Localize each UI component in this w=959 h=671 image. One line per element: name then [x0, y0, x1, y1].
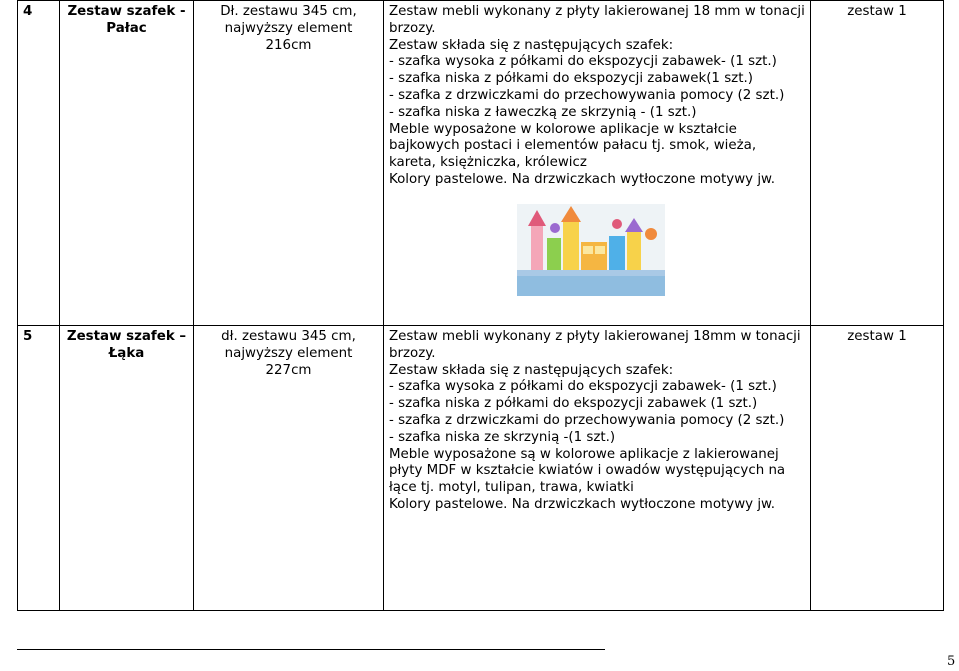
description-line: - szafka z drzwiczkami do przechowywania pomocy (2 szt.) [389, 412, 785, 428]
description-line: Meble wyposażone w kolorowe aplikacje w kształcie bajkowych postaci i elementów pałacu tj. smok, wieża, kareta, księżniczka, królewicz [389, 121, 757, 171]
description-line: Meble wyposażone są w kolorowe aplikacje z lakierowanej płyty MDF w kształcie kwiatów i owadów występujących na łące tj. motyl, tulipan, trawa, kwiatki [389, 446, 786, 496]
description-line: Zestaw mebli wykonany z płyty lakierowanej 18 mm w tonacji brzozy. [389, 4, 805, 36]
footer-rule [17, 649, 605, 650]
description-line: - szafka niska ze skrzynią -(1 szt.) [389, 429, 616, 445]
description-line: - szafka wysoka z półkami do ekspozycji zabawek- (1 szt.) [389, 379, 777, 395]
description-line: - szafka z drzwiczkami do przechowywania pomocy (2 szt.) [389, 87, 785, 103]
quantity: zestaw 1 [811, 326, 944, 611]
table-row [18, 326, 944, 611]
dimensions-line: najwyższy element [224, 345, 353, 361]
dimensions-line: Dł. zestawu 345 cm, [220, 4, 357, 19]
dimensions-cell [194, 1, 384, 326]
description-line: - szafka wysoka z półkami do ekspozycji zabawek- (1 szt.) [389, 54, 777, 70]
row-number: 4 [18, 1, 60, 326]
description-line: Kolory pastelowe. Na drzwiczkach wytłoczone motywy jw. [389, 171, 776, 187]
description-line: - szafka niska z ławeczką ze skrzynią - (1 szt.) [389, 104, 697, 120]
dimensions-line: dł. zestawu 345 cm, [221, 329, 356, 344]
description-line: Zestaw składa się z następujących szafek: [389, 362, 674, 378]
dimensions-cell [194, 326, 384, 611]
description-cell [384, 1, 811, 326]
product-name: Zestaw szafek – Łąka [60, 326, 194, 611]
product-name: Zestaw szafek - Pałac [60, 1, 194, 326]
dimensions-line: 216cm [265, 37, 312, 53]
description-line: - szafka niska z półkami do ekspozycji zabawek (1 szt.) [389, 396, 758, 412]
table-row [18, 1, 944, 326]
quantity: zestaw 1 [811, 1, 944, 326]
spec-table [17, 0, 944, 611]
dimensions-line: 227cm [265, 362, 312, 378]
description-line: Zestaw składa się z następujących szafek: [389, 37, 674, 53]
dimensions-line: najwyższy element [224, 20, 353, 36]
description-cell [384, 326, 811, 611]
row-number: 5 [18, 326, 60, 611]
description-line: - szafka niska z półkami do ekspozycji zabawek(1 szt.) [389, 71, 753, 87]
description-line: Zestaw mebli wykonany z płyty lakierowanej 18mm w tonacji brzozy. [389, 329, 801, 361]
product-photo [517, 204, 665, 296]
page-number: 5 [947, 654, 956, 669]
description-line: Kolory pastelowe. Na drzwiczkach wytłoczone motywy jw. [389, 496, 776, 512]
